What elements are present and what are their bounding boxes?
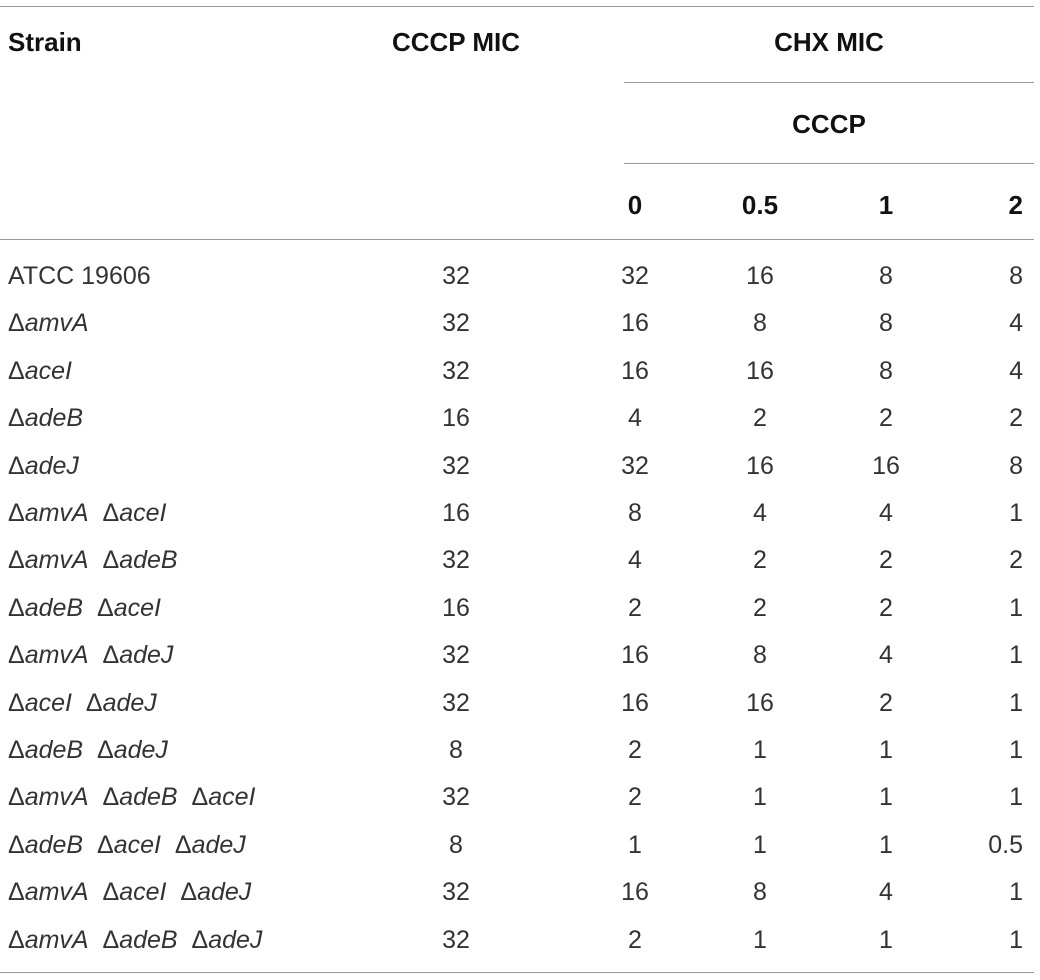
gene-name: adeJ (197, 878, 252, 906)
delta-symbol: Δ (8, 831, 25, 859)
cccp-mic-cell: 32 (442, 452, 470, 480)
delta-symbol: Δ (8, 404, 25, 432)
delta-symbol: Δ (102, 546, 120, 574)
gene-name: adeJ (102, 689, 157, 717)
chx-1-cell: 2 (879, 546, 893, 574)
delta-symbol: Δ (8, 594, 25, 622)
chx-0-5-cell: 2 (753, 546, 767, 574)
delta-symbol: Δ (102, 499, 120, 527)
delta-symbol: Δ (8, 736, 25, 764)
gene-name: amvA (24, 641, 89, 669)
chx-1-cell: 1 (879, 831, 893, 859)
chx-2-cell: 2 (1009, 546, 1023, 574)
delta-symbol: Δ (8, 499, 25, 527)
strain-cell (8, 498, 166, 528)
header-strain: Strain (8, 27, 82, 57)
cccp-mic-cell: 32 (442, 878, 470, 906)
header-conc-0: 0 (627, 190, 643, 220)
gene-name: aceI (24, 689, 72, 717)
strain-cell (8, 640, 173, 670)
chx-1-cell: 8 (879, 262, 893, 290)
gene-name: adeJ (119, 641, 174, 669)
delta-symbol: Δ (191, 926, 209, 954)
chx-0-5-cell: 4 (753, 499, 767, 527)
cccp-mic-cell: 32 (442, 262, 470, 290)
delta-symbol: Δ (102, 878, 120, 906)
chx-2-cell: 4 (1009, 309, 1023, 337)
chx-1-cell: 2 (879, 689, 893, 717)
gene-name: adeB (24, 736, 84, 764)
strain-cell (8, 261, 151, 291)
chx-0-cell: 32 (621, 452, 649, 480)
chx-2-cell: 4 (1009, 357, 1023, 385)
chx-0-cell: 2 (628, 783, 642, 811)
strain-cell (8, 308, 89, 338)
chx-2-cell: 2 (1009, 404, 1023, 432)
gene-name: aceI (113, 831, 161, 859)
chx-1-cell: 2 (879, 594, 893, 622)
chx-2-cell: 1 (1009, 878, 1023, 906)
gene-name: amvA (24, 878, 89, 906)
gene-name: aceI (24, 357, 72, 385)
delta-symbol: Δ (8, 546, 25, 574)
chx-1-cell: 2 (879, 404, 893, 432)
chx-2-cell: 8 (1009, 262, 1023, 290)
chx-1-cell: 8 (879, 357, 893, 385)
cccp-mic-cell: 32 (442, 783, 470, 811)
cccp-span-rule (624, 163, 1034, 164)
chx-0-5-cell: 2 (753, 404, 767, 432)
cccp-mic-cell: 32 (442, 641, 470, 669)
chx-2-cell: 1 (1009, 689, 1023, 717)
delta-symbol: Δ (97, 831, 114, 859)
chx-1-cell: 1 (879, 783, 893, 811)
chx-2-cell: 1 (1009, 736, 1023, 764)
gene-name: amvA (24, 546, 89, 574)
chx-0-5-cell: 16 (746, 452, 774, 480)
gene-name: aceI (113, 594, 161, 622)
gene-name: adeJ (113, 736, 168, 764)
chx-2-cell: 1 (1009, 594, 1023, 622)
delta-symbol: Δ (102, 926, 120, 954)
delta-symbol: Δ (8, 878, 25, 906)
delta-symbol: Δ (8, 357, 25, 385)
header-conc-1: 1 (878, 190, 894, 220)
chx-1-cell: 4 (879, 499, 893, 527)
chx-0-cell: 16 (621, 357, 649, 385)
chx-0-cell: 2 (628, 594, 642, 622)
chx-0-cell: 4 (628, 404, 642, 432)
chx-2-cell: 0.5 (988, 831, 1023, 859)
chx-0-cell: 1 (628, 831, 642, 859)
chx-0-5-cell: 1 (753, 736, 767, 764)
delta-symbol: Δ (8, 452, 25, 480)
delta-symbol: Δ (8, 926, 25, 954)
header-chx-mic: CHX MIC (774, 27, 884, 57)
chx-0-5-cell: 16 (746, 689, 774, 717)
chx-1-cell: 4 (879, 641, 893, 669)
chx-0-cell: 16 (621, 689, 649, 717)
chx-0-5-cell: 2 (753, 594, 767, 622)
bottom-rule (0, 972, 1034, 973)
chx-0-5-cell: 16 (746, 262, 774, 290)
chx-0-cell: 4 (628, 546, 642, 574)
chx-2-cell: 1 (1009, 783, 1023, 811)
cccp-mic-cell: 16 (442, 499, 470, 527)
strain-cell (8, 830, 246, 860)
chx-0-cell: 16 (621, 878, 649, 906)
chx-2-cell: 1 (1009, 926, 1023, 954)
chx-0-cell: 8 (628, 499, 642, 527)
chx-span-rule (624, 82, 1034, 83)
chx-0-5-cell: 1 (753, 926, 767, 954)
strain-cell (8, 735, 168, 765)
delta-symbol: Δ (97, 736, 114, 764)
gene-name: amvA (24, 926, 89, 954)
header-bottom-rule (0, 239, 1034, 240)
gene-name: aceI (208, 783, 256, 811)
gene-name: adeB (24, 831, 84, 859)
delta-symbol: Δ (102, 641, 120, 669)
delta-symbol: Δ (102, 783, 120, 811)
chx-1-cell: 1 (879, 736, 893, 764)
delta-symbol: Δ (180, 878, 198, 906)
gene-name: adeB (119, 926, 178, 954)
chx-2-cell: 8 (1009, 452, 1023, 480)
top-rule (0, 6, 1034, 7)
cccp-mic-cell: 8 (449, 831, 463, 859)
delta-symbol: Δ (8, 641, 25, 669)
delta-symbol: Δ (85, 689, 103, 717)
strain-name: ATCC 19606 (8, 262, 151, 290)
gene-name: adeJ (24, 452, 79, 480)
chx-1-cell: 4 (879, 878, 893, 906)
chx-0-cell: 32 (621, 262, 649, 290)
header-conc-0-5: 0.5 (741, 190, 779, 220)
gene-name: amvA (24, 309, 89, 337)
cccp-mic-cell: 32 (442, 926, 470, 954)
chx-0-cell: 2 (628, 736, 642, 764)
chx-2-cell: 1 (1009, 641, 1023, 669)
cccp-mic-cell: 32 (442, 689, 470, 717)
gene-name: adeB (119, 783, 178, 811)
chx-0-5-cell: 8 (753, 641, 767, 669)
gene-name: adeB (24, 404, 84, 432)
gene-name: adeJ (191, 831, 246, 859)
header-conc-2: 2 (1008, 190, 1023, 220)
cccp-mic-cell: 16 (442, 594, 470, 622)
delta-symbol: Δ (174, 831, 192, 859)
chx-1-cell: 16 (872, 452, 900, 480)
strain-cell (8, 451, 79, 481)
strain-cell (8, 545, 178, 575)
delta-symbol: Δ (8, 689, 25, 717)
cccp-mic-cell: 16 (442, 404, 470, 432)
delta-symbol: Δ (8, 783, 25, 811)
strain-cell (8, 593, 161, 623)
delta-symbol: Δ (97, 594, 114, 622)
chx-0-5-cell: 8 (753, 309, 767, 337)
chx-0-5-cell: 1 (753, 783, 767, 811)
chx-2-cell: 1 (1009, 499, 1023, 527)
chx-0-5-cell: 1 (753, 831, 767, 859)
gene-name: amvA (24, 783, 89, 811)
strain-cell (8, 925, 262, 955)
strain-cell (8, 356, 72, 386)
gene-name: adeB (119, 546, 178, 574)
strain-cell (8, 403, 83, 433)
strain-cell (8, 782, 255, 812)
header-cccp-mic: CCCP MIC (391, 27, 521, 57)
chx-0-cell: 16 (621, 641, 649, 669)
delta-symbol: Δ (191, 783, 209, 811)
cccp-mic-cell: 8 (449, 736, 463, 764)
chx-0-cell: 2 (628, 926, 642, 954)
chx-0-5-cell: 16 (746, 357, 774, 385)
cccp-mic-cell: 32 (442, 309, 470, 337)
gene-name: adeB (24, 594, 84, 622)
strain-cell (8, 688, 157, 718)
gene-name: adeJ (208, 926, 263, 954)
gene-name: aceI (119, 878, 167, 906)
delta-symbol: Δ (8, 309, 25, 337)
chx-1-cell: 8 (879, 309, 893, 337)
chx-0-5-cell: 8 (753, 878, 767, 906)
header-cccp: CCCP (792, 109, 866, 139)
gene-name: amvA (24, 499, 89, 527)
gene-name: aceI (119, 499, 167, 527)
cccp-mic-cell: 32 (442, 357, 470, 385)
chx-1-cell: 1 (879, 926, 893, 954)
cccp-mic-cell: 32 (442, 546, 470, 574)
chx-0-cell: 16 (621, 309, 649, 337)
strain-cell (8, 877, 251, 907)
